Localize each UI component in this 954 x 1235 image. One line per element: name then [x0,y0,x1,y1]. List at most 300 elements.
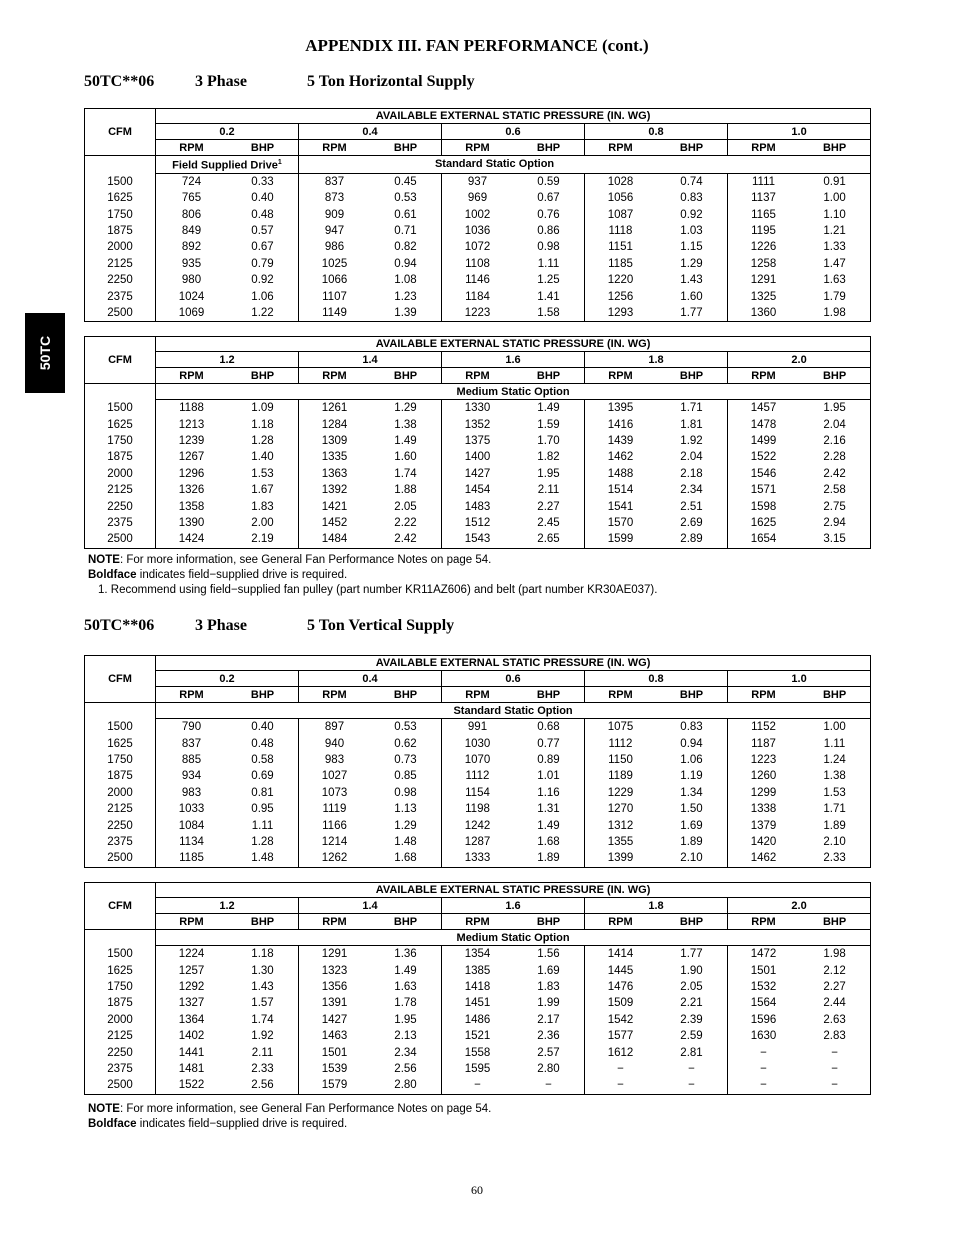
rpm-header: RPM [299,368,371,384]
bhp-value: 1.30 [227,962,299,978]
bhp-value: 1.58 [513,305,585,322]
pressure-value-header: 1.4 [299,898,442,914]
bhp-value: 1.40 [227,449,299,465]
cfm-value: 1500 [85,719,156,736]
rpm-value: 1257 [178,964,205,977]
bhp-value: 1.83 [513,979,585,995]
bhp-value: 0.45 [370,173,442,190]
bhp-value: 1.88 [370,482,442,498]
rpm-value: 1323 [321,964,348,977]
rpm-value: 1457 [750,402,777,415]
rpm-value: 1522 [750,451,777,464]
rpm-value: 1360 [750,306,777,319]
bhp-value: 1.31 [513,801,585,817]
rpm-value: 1577 [607,1030,634,1043]
rpm-value: − [760,1079,767,1092]
bhp-value: 2.45 [513,515,585,531]
bhp-value: 0.74 [656,173,728,190]
horizontal-medium-static-table [84,336,871,549]
rpm-header: RPM [299,914,371,930]
rpm-value: 1025 [321,257,348,270]
bhp-header: BHP [227,914,299,930]
rpm-value: − [474,1079,481,1092]
rpm-header: RPM [728,687,800,703]
rpm-value: 1472 [750,948,777,961]
bhp-value: 0.83 [656,719,728,736]
cfm-value: 2375 [85,288,156,304]
horizontal-supply-heading [84,73,475,91]
table-row [85,256,871,272]
rpm-value: 1420 [750,835,777,848]
bhp-value: 2.34 [656,482,728,498]
rpm-value: 1546 [750,467,777,480]
bhp-value: 1.83 [227,498,299,514]
bhp-value: 2.22 [370,515,442,531]
table-row [85,416,871,432]
rpm-value: 1579 [321,1079,348,1092]
rpm-value: 1462 [750,852,777,865]
pressure-header: AVAILABLE EXTERNAL STATIC PRESSURE (IN. WG) [156,883,871,898]
bhp-value: 2.12 [823,964,846,977]
rpm-value: 1571 [750,484,777,497]
rpm-value: 1390 [178,516,205,529]
bhp-value: 1.13 [370,801,442,817]
rpm-header: RPM [442,140,514,156]
bhp-value: 1.22 [227,305,299,322]
bhp-value: 2.34 [370,1044,442,1060]
horizontal-standard-static-table [84,108,871,322]
bhp-value: 0.85 [370,768,442,784]
bhp-value: 1.18 [227,416,299,432]
bhp-value: 2.44 [823,997,846,1010]
table-row [85,801,871,817]
rpm-value: 1564 [750,997,777,1010]
rpm-header: RPM [156,368,228,384]
rpm-value: 1188 [179,402,204,415]
bhp-value: 2.05 [656,979,728,995]
cfm-value: 2000 [85,239,156,255]
bhp-value: 1.49 [513,817,585,833]
bhp-value: 1.98 [823,948,846,961]
rpm-value: 1309 [321,434,348,447]
table-row [85,735,871,751]
table-row [85,768,871,784]
bhp-value: 1.95 [370,1012,442,1028]
rpm-value: 765 [181,192,202,205]
supply-title: 5 Ton Vertical Supply [307,617,455,634]
bhp-value: 1.79 [823,290,846,303]
bhp-value: 0.53 [370,719,442,736]
bhp-value: 1.77 [656,946,728,963]
rpm-value: 1036 [464,225,491,238]
rpm-value: 1356 [321,980,348,993]
bhp-value: 0.92 [656,206,728,222]
rpm-value: 1441 [178,1046,205,1059]
rpm-value: 1214 [321,835,348,848]
bhp-value: 0.69 [227,768,299,784]
static-option-label: Medium Static Option [156,930,871,946]
bhp-header: BHP [799,140,871,156]
bhp-value: 1.71 [823,803,846,816]
rpm-value: 1522 [178,1079,205,1092]
boldface-line: Boldface indicates field−supplied drive is required. [88,1118,348,1130]
bhp-value: 0.94 [370,256,442,272]
static-option-label: Standard Static Option [299,156,871,174]
bhp-value: 2.80 [513,1061,585,1077]
cfm-value: 1625 [85,735,156,751]
bhp-value: 1.74 [227,1012,299,1028]
table-row [85,785,871,801]
bhp-value: 0.59 [513,173,585,190]
bhp-value: 1.29 [370,817,442,833]
rpm-value: 1451 [464,997,491,1010]
bhp-header: BHP [656,368,728,384]
rpm-value: 1299 [750,786,777,799]
cfm-value: 2500 [85,305,156,322]
bhp-value: 1.25 [513,272,585,288]
supply-title: 5 Ton Horizontal Supply [307,73,475,90]
cfm-value: 2000 [85,785,156,801]
table-row [85,1077,871,1094]
cfm-value: 1750 [85,979,156,995]
rpm-value: 1165 [751,208,776,221]
rpm-value: 1558 [464,1046,491,1059]
rpm-value: 991 [467,721,488,734]
bhp-value: 1.70 [513,433,585,449]
rpm-header: RPM [585,914,657,930]
bhp-value: 2.39 [656,1012,728,1028]
vertical-notes [88,1102,491,1132]
pressure-value-header: 0.2 [156,671,299,687]
rpm-header: RPM [299,687,371,703]
cfm-value: 1500 [85,946,156,963]
rpm-header: RPM [156,687,228,703]
rpm-value: 1270 [607,803,634,816]
rpm-value: 1501 [321,1046,348,1059]
rpm-value: 969 [467,192,488,205]
table-row [85,206,871,222]
rpm-value: 1223 [464,306,491,319]
bhp-value: 0.79 [227,256,299,272]
phase-label: 3 Phase [195,617,247,634]
rpm-value: 1149 [322,306,347,319]
cfm-value: 1625 [85,190,156,206]
bhp-header: BHP [370,140,442,156]
rpm-value: 1242 [464,819,491,832]
rpm-value: 1539 [321,1062,348,1075]
bhp-value: − [513,1077,585,1094]
bhp-value: 0.62 [370,735,442,751]
rpm-value: 1195 [751,225,776,238]
bhp-value: 1.59 [513,416,585,432]
bhp-value: 2.10 [656,850,728,867]
table-row [85,173,871,190]
bhp-value: 2.63 [823,1013,846,1026]
bhp-value: 1.00 [823,192,846,205]
rpm-value: 1287 [464,835,491,848]
bhp-value: 2.00 [227,515,299,531]
bhp-value: 1.15 [656,239,728,255]
bhp-value: 1.16 [513,785,585,801]
bhp-value: 1.74 [370,466,442,482]
table-row [85,498,871,514]
bhp-value: 2.69 [656,515,728,531]
rpm-value: 986 [324,241,345,254]
bhp-value: 0.98 [370,785,442,801]
bhp-value: 2.42 [823,467,846,480]
pressure-value-header: 0.4 [299,671,442,687]
rpm-value: 947 [324,225,345,238]
rpm-value: 1166 [322,819,347,832]
rpm-value: 1185 [608,257,633,270]
rpm-value: 1291 [750,274,777,287]
rpm-value: 1030 [464,737,491,750]
rpm-value: 873 [324,192,345,205]
rpm-value: 1027 [321,770,348,783]
bhp-value: 1.10 [823,208,846,221]
cfm-value: 1750 [85,752,156,768]
bhp-value: 1.36 [370,946,442,963]
bhp-value: 1.77 [656,305,728,322]
bhp-value: − [656,1061,728,1077]
bhp-value: 1.82 [513,449,585,465]
bhp-value: 0.89 [513,752,585,768]
rpm-value: 1327 [178,997,205,1010]
table-row [85,752,871,768]
bhp-value: 1.43 [227,979,299,995]
rpm-value: 1654 [750,533,777,546]
table-row [85,305,871,322]
rpm-value: 1213 [178,418,205,431]
cfm-value: 2125 [85,1028,156,1044]
bhp-value: 2.28 [823,451,846,464]
rpm-value: 1418 [464,980,491,993]
cfm-header: CFM [85,656,156,703]
bhp-value: 1.95 [823,402,846,415]
table-row [85,995,871,1011]
rpm-value: 1284 [321,418,348,431]
rpm-value: 1330 [464,402,491,415]
bhp-value: 1.69 [656,817,728,833]
bhp-value: 1.29 [656,256,728,272]
vertical-standard-static-table [84,655,871,868]
rpm-value: 1416 [607,418,634,431]
rpm-value: 885 [181,753,202,766]
bhp-value: 1.00 [823,721,846,734]
bhp-value: 1.63 [823,274,846,287]
pressure-header: AVAILABLE EXTERNAL STATIC PRESSURE (IN. WG) [156,337,871,352]
bhp-header: BHP [656,140,728,156]
side-tab-label: 50TC [37,335,53,371]
table-row [85,531,871,548]
bhp-header: BHP [227,140,299,156]
cfm-value: 1625 [85,962,156,978]
bhp-value: 2.18 [656,466,728,482]
rpm-value: 1224 [178,948,205,961]
bhp-value: 0.58 [227,752,299,768]
rpm-value: 1421 [321,500,348,513]
table-row [85,272,871,288]
rpm-value: 1119 [322,803,347,816]
bhp-value: 1.03 [656,223,728,239]
bhp-value: 1.49 [513,400,585,417]
rpm-value: 1107 [322,290,347,303]
cfm-value: 2500 [85,531,156,548]
bhp-value: 0.61 [370,206,442,222]
rpm-value: 1478 [750,418,777,431]
cfm-value: 1875 [85,449,156,465]
cfm-header: CFM [85,883,156,930]
cfm-value: 2125 [85,256,156,272]
pressure-value-header: 2.0 [728,898,871,914]
pressure-value-header: 0.8 [585,671,728,687]
cfm-value: 2375 [85,515,156,531]
rpm-value: 1543 [464,533,491,546]
bhp-value: 0.71 [370,223,442,239]
bhp-value: 1.68 [513,834,585,850]
bhp-value: 1.11 [823,737,846,750]
cfm-value: 2375 [85,834,156,850]
rpm-value: 1293 [607,306,634,319]
bhp-value: 1.68 [370,850,442,867]
static-option-label: Standard Static Option [156,703,871,719]
rpm-value: 1150 [608,753,633,766]
table-row [85,1044,871,1060]
rpm-value: 837 [181,737,202,750]
rpm-value: 1256 [607,290,634,303]
table-row [85,962,871,978]
bhp-value: 0.92 [227,272,299,288]
rpm-value: 1427 [321,1013,348,1026]
rpm-header: RPM [728,914,800,930]
cfm-value: 2500 [85,850,156,867]
bhp-value: − [831,1079,838,1092]
bhp-value: 0.40 [227,719,299,736]
table-row [85,400,871,417]
bhp-value: 0.82 [370,239,442,255]
table-row [85,834,871,850]
page-number: 60 [471,1183,483,1197]
rpm-value: 1070 [464,753,491,766]
bhp-value: 2.16 [823,434,846,447]
bhp-value: 1.95 [513,466,585,482]
rpm-value: 1146 [465,274,490,287]
rpm-value: 1028 [607,175,634,188]
bhp-header: BHP [799,687,871,703]
rpm-value: 1391 [321,997,348,1010]
side-tab [25,313,65,393]
table-row [85,946,871,963]
table-row [85,288,871,304]
bhp-value: 0.57 [227,223,299,239]
field-supplied-drive-label: Field Supplied Drive$^1$ [156,156,299,174]
rpm-value: − [617,1062,624,1075]
bhp-value: 1.90 [656,962,728,978]
bhp-value: 0.77 [513,735,585,751]
rpm-value: 983 [324,753,345,766]
bhp-value: 2.27 [823,980,846,993]
rpm-value: 1352 [464,418,491,431]
rpm-value: 935 [181,257,202,270]
bhp-value: 0.53 [370,190,442,206]
rpm-value: 1073 [321,786,348,799]
rpm-value: 1229 [607,786,634,799]
bhp-header: BHP [227,368,299,384]
rpm-value: 1137 [751,192,776,205]
rpm-value: 1395 [607,402,634,415]
bhp-value: 1.57 [227,995,299,1011]
bhp-value: 0.86 [513,223,585,239]
rpm-value: 1118 [608,225,633,238]
rpm-value: 1514 [607,484,634,497]
bhp-value: 1.06 [227,288,299,304]
bhp-value: 2.81 [656,1044,728,1060]
rpm-value: 1483 [464,500,491,513]
bhp-value: 1.06 [656,752,728,768]
rpm-value: 1056 [607,192,634,205]
bhp-value: 0.91 [823,175,846,188]
cfm-value: 1625 [85,416,156,432]
rpm-value: 940 [324,737,345,750]
footnote-line: 1. Recommend using field−supplied fan pulley (part number KR11AZ606) and belt (part number KR30AE037). [98,584,658,596]
rpm-value: 1189 [608,770,633,783]
cfm-value: 1875 [85,995,156,1011]
cfm-header: CFM [85,337,156,384]
bhp-value: 2.04 [656,449,728,465]
rpm-value: 1400 [464,451,491,464]
bhp-value: 1.34 [656,785,728,801]
rpm-value: 892 [181,241,202,254]
bhp-value: 0.94 [656,735,728,751]
rpm-value: 1499 [750,434,777,447]
rpm-value: 1185 [179,852,204,865]
rpm-value: 934 [181,770,202,783]
rpm-value: 1112 [465,770,490,783]
bhp-value: 1.71 [656,400,728,417]
cfm-value: 2250 [85,272,156,288]
rpm-value: 1630 [750,1030,777,1043]
rpm-value: 1296 [178,467,205,480]
bhp-value: 0.98 [513,239,585,255]
rpm-value: 897 [324,721,345,734]
bhp-value: 1.09 [227,400,299,417]
bhp-value: 0.48 [227,735,299,751]
rpm-value: 1481 [178,1062,205,1075]
pressure-value-header: 0.2 [156,124,299,140]
bhp-value: 1.38 [823,770,846,783]
rpm-value: 1184 [465,290,490,303]
cfm-value: 1500 [85,400,156,417]
pressure-value-header: 0.6 [442,124,585,140]
rpm-value: 1532 [750,980,777,993]
rpm-value: 1486 [464,1013,491,1026]
page-title: APPENDIX III. FAN PERFORMANCE (cont.) [305,36,649,55]
rpm-value: 1392 [321,484,348,497]
model-number: 50TC**06 [84,617,155,634]
rpm-value: 1151 [608,241,633,254]
bhp-value: 2.33 [823,852,846,865]
bhp-value: − [831,1046,838,1059]
cfm-value: 2000 [85,466,156,482]
bhp-value: 2.51 [656,498,728,514]
bhp-value: 1.92 [227,1028,299,1044]
bhp-value: 2.56 [370,1061,442,1077]
rpm-value: 1463 [321,1030,348,1043]
bhp-value: 0.76 [513,206,585,222]
rpm-value: 849 [181,225,202,238]
bhp-header: BHP [370,368,442,384]
bhp-value: 0.81 [227,785,299,801]
